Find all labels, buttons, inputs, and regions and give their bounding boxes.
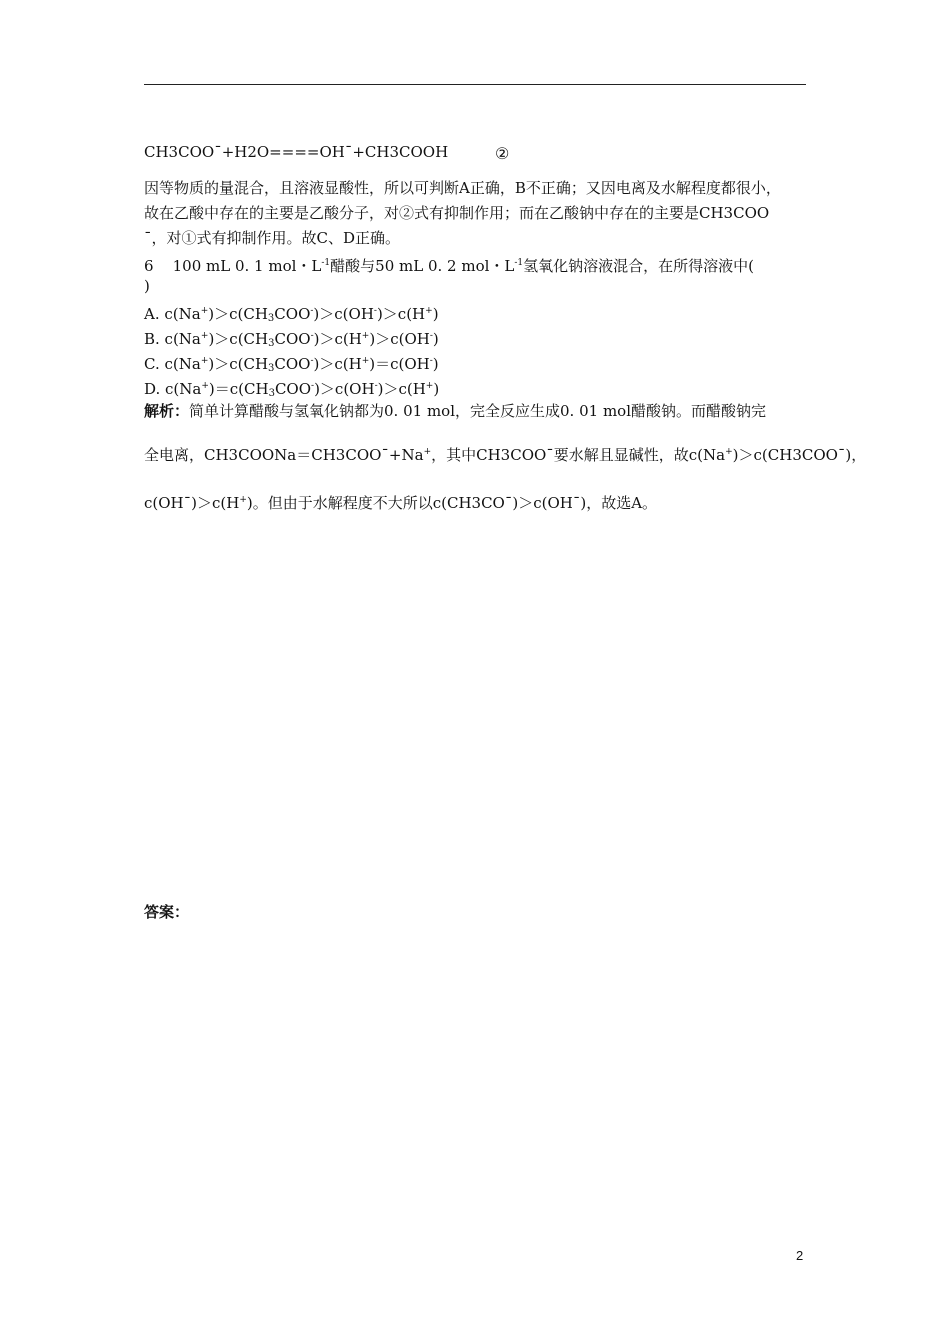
paragraph-line-2: 故在乙酸中存在的主要是乙酸分子，对②式有抑制作用；而在乙酸钠中存在的主要是CH3COO xyxy=(144,204,770,222)
analysis-line-1: 解析：简单计算醋酸与氢氧化钠都为0. 01 mol，完全反应生成0. 01 mol醋酸钠。而醋酸钠完 xyxy=(144,402,766,420)
question-line: 6 100 mL 0. 1 mol・$L^{-1}$醋酸与50 mL 0. 2 mol・$L^{-1}$氢氧化钠溶液混合，在所得溶液中( xyxy=(144,257,755,275)
page-number: 2 xyxy=(796,1248,804,1263)
header-rule xyxy=(144,84,806,85)
paragraph-line-1: 因等物质的量混合，且溶液显酸性，所以可判断A正确，B不正确；又因电离及水解程度都很小， xyxy=(144,179,781,197)
analysis-line-2: 全电离，CH3COONa＝CH3COO¯+Na+，其中CH3COO¯要水解且显碱性，故c(Na+)＞c(CH3COO¯)， xyxy=(144,446,867,464)
equation-marker: ② xyxy=(495,144,510,163)
option-d: D. $c(Na^+)=c(CH_3COO^-)>c(OH^-)>c(H^+)$ xyxy=(144,380,440,399)
answer-label: 答案： xyxy=(144,903,190,921)
analysis-label: 解析： xyxy=(144,402,190,420)
option-b: B. $c(Na^+)>c(CH_3COO^-)>c(H^+)>c(OH^-)$ xyxy=(144,330,439,349)
analysis-line-3: c(OH¯)＞c(H+)。但由于水解程度不大所以c(CH3CO¯)＞c(OH¯)，故选A。 xyxy=(144,494,658,512)
option-a: A. $c(Na^+)>c(CH_3COO^-)>c(OH^-)>c(H^+)$ xyxy=(144,305,439,324)
question-number: 6 xyxy=(144,257,154,275)
question-line-2: ) xyxy=(144,277,150,295)
option-c: C. $c(Na^+)>c(CH_3COO^-)>c(H^+)=c(OH^-)$ xyxy=(144,355,439,374)
equation-line: CH3COO¯+H2O====OH¯+CH3COOH xyxy=(144,143,449,161)
paragraph-line-3: ¯，对①式有抑制作用。故C、D正确。 xyxy=(144,229,401,247)
